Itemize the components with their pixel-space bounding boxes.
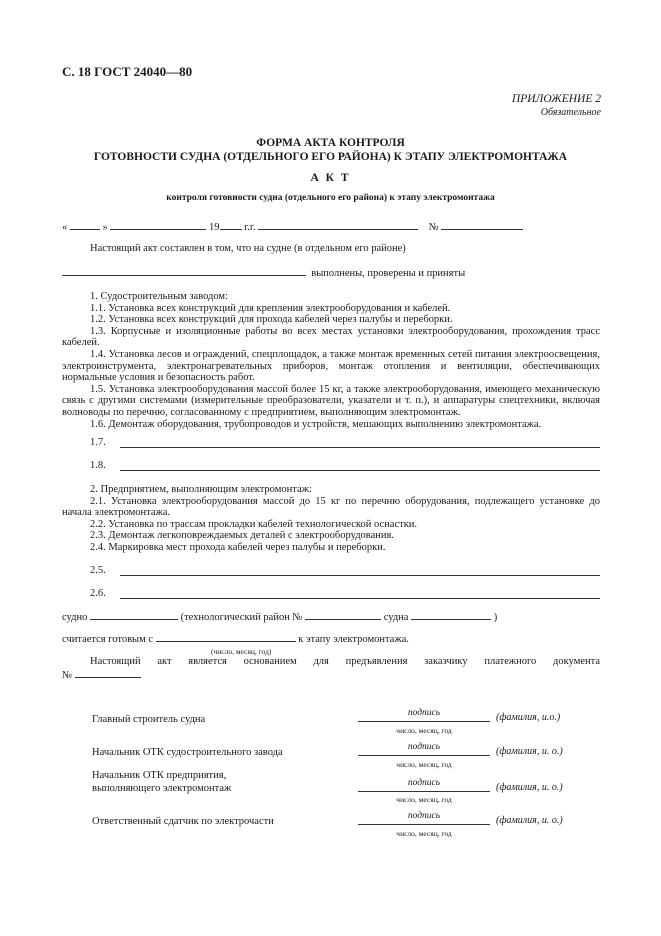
open-quote: « [62,222,68,233]
district-label: (технологический район № [180,612,303,623]
surname-label: (фамилия, и.о.) [496,712,561,723]
signer-title: Ответственный сдатчик по электрочасти [92,816,274,827]
signature-line[interactable] [358,743,490,756]
ready-date-field[interactable] [156,632,296,642]
page-header: С. 18 ГОСТ 24040—80 [62,64,193,79]
year-prefix: 19 [209,222,220,233]
district-number-field[interactable] [305,610,381,620]
list-item: 1.6. Демонтаж оборудования, трубопроводов и устройств, мешающих выполнению электромонтажа. [90,418,542,430]
year-suffix: г.г. [244,222,256,233]
list-item: 1.2. Установка всех конструкций для прохода кабелей через палубы и переборки. [90,314,453,326]
vessel2-field[interactable] [411,610,491,620]
list-item: 2.1. Установка электрооборудования массой до 15 кг по перечню оборудования, подлежащего установке до начала электромонтажа. [62,495,600,519]
form-title-line2: ГОТОВНОСТИ СУДНА (ОТДЕЛЬНОГО ЕГО РАЙОНА) К ЭТАПУ ЭЛЕКТРОМОНТАЖА [93,151,568,163]
vessel2-label: судна [383,612,409,623]
list-item: 2.4. Маркировка мест прохода кабелей через палубы и переборки. [90,541,386,553]
blank-item-row [62,588,600,599]
list-item: 1.3. Корпусные и изоляционные работы во всех местах установки электрооборудования, прохождения трасс кабелей. [62,325,600,349]
signature-label: подпись [407,742,441,752]
surname-label: (фамилия, и. о.) [496,782,563,793]
act-subtitle: контроля готовности судна (отдельного его района) к этапу электромонтажа [166,193,495,203]
signature-date-hint: число, месяц, год [396,760,452,769]
surname-label: (фамилия, и. о.) [496,815,563,826]
list-item: 1.5. Установка электрооборудования массой более 15 кг, а также электрооборудования, имеющего механическую связь с другими системами (измерительные преобразователи, указатели и т. п.), и аппаратуры спецтехники, включая волноводы по перечню, согласованному с предприятием, выполняющим электромонтаж. [62,383,600,418]
year-field[interactable] [220,220,242,230]
signature-date-hint: число, месяц, год [396,726,452,735]
blank-item-row [62,437,600,448]
signature-line[interactable] [358,812,490,825]
act-heading: А К Т [310,172,351,184]
basis-number-row [62,668,141,681]
basis-text [62,656,600,668]
vessel-name-field[interactable] [90,610,178,620]
list-item: 1.1. Установка всех конструкций для крепления электрооборудования и кабелей. [90,302,451,314]
signer-title: Главный строитель судна [92,714,206,725]
form-title-line1: ФОРМА АКТА КОНТРОЛЯ [256,137,405,149]
appendix-label [512,92,601,120]
item-number: 2.6. [90,588,106,599]
item-number: 1.8. [90,460,106,471]
signature-label: подпись [407,778,441,788]
vessel-field[interactable] [62,266,306,276]
intro-line1: Настоящий акт составлен в том, что на судне (в отдельном его районе) [90,243,406,254]
intro-line2 [62,266,465,279]
number-sign: № [428,222,439,233]
surname-label: (фамилия, и. о.) [496,746,563,757]
appendix-status: Обязательное [540,107,601,118]
ready-prefix: считается готовым с [62,634,154,645]
date-row [62,220,523,233]
basis-number-sign: № [62,670,73,681]
list-item: 1.4. Установка лесов и ограждений, спецплощадок, а также монтаж временных сетей питания электроосвещения, электроинструмента, электронагревательных приборов, монтаж отопления и вентиляции, обеспечивающих нормальные условия и безопасность работ. [62,348,600,384]
place-field[interactable] [258,220,418,230]
list-item: 2.3. Демонтаж легкоповреждаемых деталей с электрооборудования. [90,530,394,542]
ready-row [62,632,409,645]
item-fill-line[interactable] [120,438,600,448]
section1-heading: 1. Судостроительным заводом: [90,291,228,302]
signer-title: Начальник ОТК судостроительного завода [92,747,283,758]
payment-doc-number-field[interactable] [75,668,141,678]
month-field[interactable] [110,220,206,230]
close-paren: ) [493,612,498,623]
signature-line[interactable] [358,709,490,722]
ready-suffix: к этапу электромонтажа. [298,634,409,645]
section2 [62,484,600,554]
close-quote: » [102,222,108,233]
act-number-field[interactable] [441,220,523,230]
basis-line: Настоящий акт является основанием для предъявления заказчику платежного документа [90,656,600,667]
item-fill-line[interactable] [120,461,600,471]
section2-heading: 2. Предприятием, выполняющим электромонтаж: [90,484,312,495]
item-fill-line[interactable] [120,566,600,576]
signature-line[interactable] [358,779,490,792]
signature-date-hint: число, месяц, год [396,795,452,804]
item-number: 1.7. [90,437,106,448]
vessel-label: судно [62,612,88,623]
list-item: 2.2. Установка по трассам прокладки кабелей технологической оснастки. [90,518,418,530]
signature-label: подпись [407,708,441,718]
item-number: 2.5. [90,565,106,576]
section1 [62,291,600,430]
item-fill-line[interactable] [120,589,600,599]
blank-item-row [62,565,600,576]
signature-date-hint: число, месяц, год [396,829,452,838]
blank-item-row [62,460,600,471]
date-hint: (число, месяц, год) [211,647,272,656]
day-field[interactable] [70,220,100,230]
signer-title: Начальник ОТК предприятия, выполняющего электромонтаж [92,770,232,794]
intro-accepted: выполнены, проверены и приняты [311,268,466,279]
signature-label: подпись [407,811,441,821]
vessel-row [62,610,497,623]
appendix-title: ПРИЛОЖЕНИЕ 2 [511,93,601,105]
